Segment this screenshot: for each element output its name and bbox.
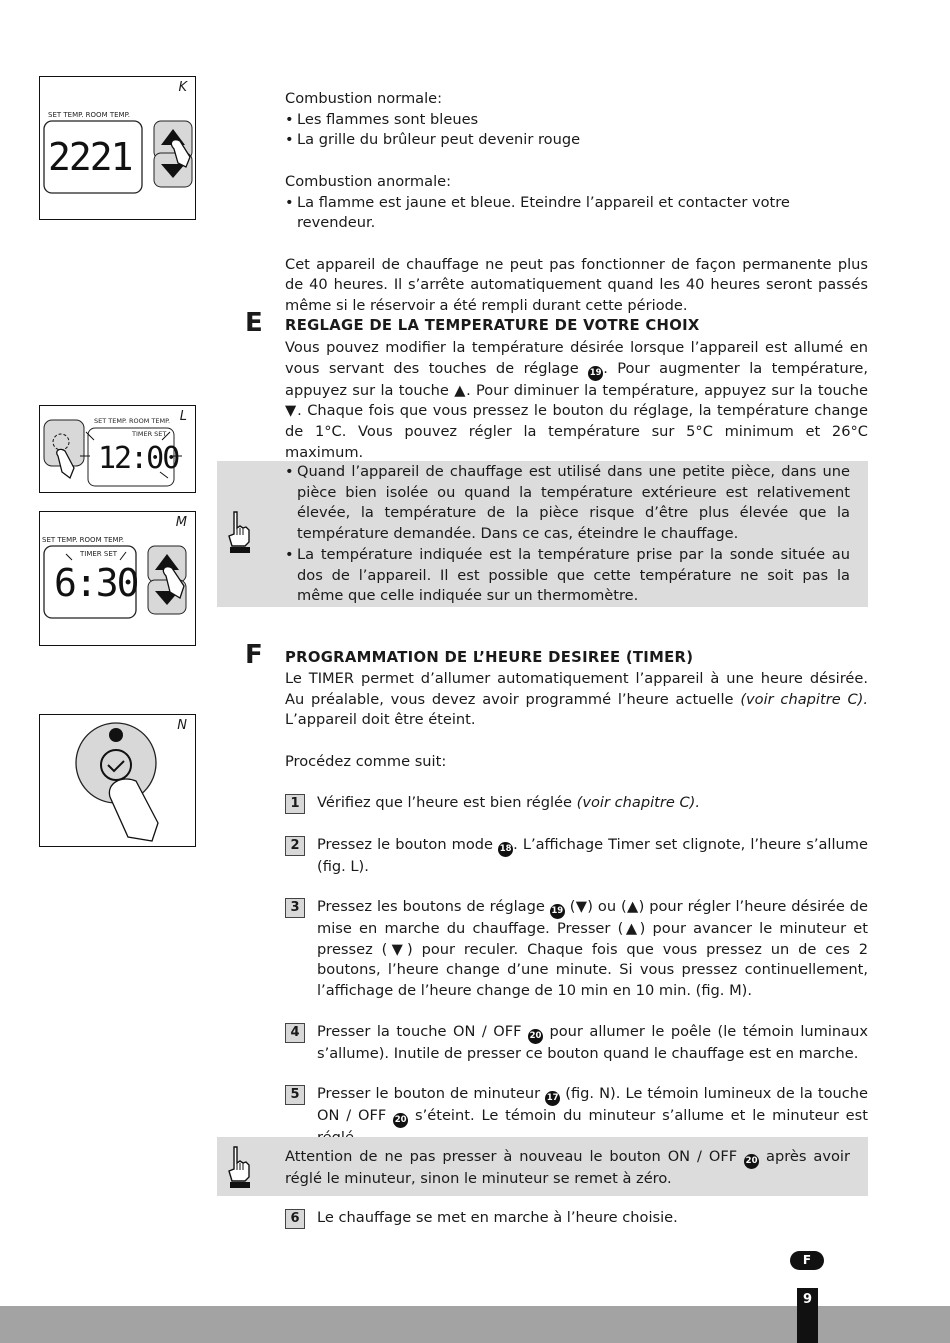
indicator-light-icon <box>109 728 123 742</box>
lcd-display: 12:00 <box>98 441 179 476</box>
section-letter: F <box>245 640 263 670</box>
display-label: SET TEMP. ROOM TEMP. <box>42 536 124 544</box>
lcd-display: 2221 <box>48 135 132 179</box>
step-text: Presser la touche ON / OFF 20 pour allumer le poêle (le témoin luminaux s’allume). Inutile de presser ce bouton quand le chauffage est en marche. <box>317 1023 868 1062</box>
page-number-box <box>797 1288 818 1343</box>
step-text: Presser le bouton de minuteur 17 (fig. N). Le témoin lumineux de la touche ON / OFF 20 s’éteint. Le témoin du minuteur s’allume et le minuteur est <box>317 1084 868 1149</box>
language-badge <box>790 1251 824 1270</box>
control-number-badge: 20 <box>744 1154 759 1169</box>
pointing-hand-icon <box>226 510 252 554</box>
abnormal-title: Combustion anormale: <box>285 172 452 190</box>
figure-letter: K <box>178 80 187 95</box>
figure-letter: L <box>179 409 187 424</box>
section-title: REGLAGE DE LA TEMPERATURE DE VOTRE CHOIX <box>285 317 700 334</box>
section-letter: E <box>245 308 263 338</box>
step-text: Pressez le bouton mode 18 . L’affichage Timer set clignote, l’heure s’allume (fig. L). <box>317 836 868 875</box>
language-code: F <box>802 1253 812 1267</box>
procedure-intro: Procédez comme suit: <box>285 753 447 770</box>
step-number: 1 <box>285 794 305 814</box>
control-panel-illustration <box>40 77 195 219</box>
step-number: 6 <box>285 1209 305 1229</box>
step-text: Vérifiez que l’heure est bien réglée (voir chapitre C). <box>317 794 701 811</box>
control-number-badge: 19 <box>550 904 565 919</box>
normal-bullet: • Les flammes sont bleues <box>285 110 868 131</box>
note-text <box>285 462 850 607</box>
control-number-badge: 20 <box>393 1113 408 1128</box>
step-number: 4 <box>285 1023 305 1043</box>
control-number-badge: 19 <box>588 366 603 381</box>
section-title: PROGRAMMATION DE L’HEURE DESIREE (TIMER) <box>285 649 694 666</box>
step-number: 5 <box>285 1085 305 1105</box>
normal-title: Combustion normale: <box>285 90 443 107</box>
lcd-display: 6:30 <box>54 561 138 605</box>
figure-letter: N <box>177 718 187 733</box>
note-text: Attention de ne pas presser à nouveau le bouton ON / OFF 20 après avoir réglé le minuteur, sinon le minuteur se remet à zéro. <box>285 1148 850 1187</box>
step-number: 3 <box>285 898 305 918</box>
control-panel-illustration <box>40 512 195 645</box>
display-label: SET TEMP. ROOM TEMP. <box>94 417 171 425</box>
page-number: 9 <box>802 1292 813 1307</box>
figure-letter: M <box>175 515 187 530</box>
timer-button-illustration <box>40 715 195 846</box>
finger-icon <box>109 779 158 841</box>
timer-set-label: TIMER SET <box>80 550 118 558</box>
step-text: Pressez les boutons de réglage 19 (▼) ou (▲) pour régler l’heure désirée de mise en marche du chauffage. Presser (▲) pour avancer le minuteur et pressez (▼) pour reculer. Chaque fois que vous pressez un de ces 2 boutons, l’heure change d’une minute. Si vous pressez continuellement, l’affichage de l’heure change de 10 min en 10 min. (fig. M). <box>317 898 869 1000</box>
control-number-badge: 18 <box>498 842 513 857</box>
step-text: Le chauffage se met en marche à l’heure choisie. <box>317 1209 678 1226</box>
normal-bullet: • La grille du brûleur peut devenir rouge <box>285 130 868 151</box>
section-paragraph: Vous pouvez modifier la température désirée lorsque l’appareil est allumé en vous servant des touches de réglage 19 . Pour augmenter la température, appuyez sur la touche ▲. Pour diminuer la température, appuyez sur la touche ▼. Chaque fois que vous pressez le bouton du réglage, la température change de 1°C. Vous pouvez régler la température sur 5°C minimum et 26°C maximum. <box>285 339 869 461</box>
pointing-hand-icon <box>226 1145 252 1189</box>
figure-m <box>39 511 196 646</box>
figure-n <box>39 714 196 847</box>
control-number-badge: 17 <box>545 1091 560 1106</box>
control-number-badge: 20 <box>528 1029 543 1044</box>
mode-button-illustration <box>40 406 195 492</box>
display-label: SET TEMP. ROOM TEMP. <box>48 111 130 119</box>
section-paragraph: Le TIMER permet d’allumer automatiquement l’appareil à une heure désirée. Au préalable, vous devez avoir programmé l’heure actuelle (voir chapitre C). L’appareil doit être éteint. <box>285 670 868 729</box>
note-bullet: • Quand l’appareil de chauffage est utilisé dans une petite pièce, dans une pièce bien isolée ou quand la température extérieure est relativement élevée, la température de la pièce risque d’être plus élevée que la température demandée. Dans ce cas, éteindre le chauffage. <box>285 462 850 545</box>
figure-l <box>39 405 196 493</box>
step-number: 2 <box>285 836 305 856</box>
abnormal-bullet: • La flamme est jaune et bleue. Eteindre l’appareil et contacter votre revendeur. <box>285 193 868 234</box>
note-bullet: • La température indiquée est la température prise par la sonde située au dos de l’appareil. Il est possible que cette température ne soit pas la même que celle indiquée sur un thermomètre. <box>285 545 850 607</box>
auto-stop-paragraph: Cet appareil de chauffage ne peut pas fonctionner de façon permanente plus de 40 heures. Il s’arrête automatiquement quand les 40 heures seront passés même si le réservoir a été rempli durant cette période. <box>285 255 868 314</box>
timer-set-label: TIMER SET <box>132 430 167 438</box>
figure-k <box>39 76 196 220</box>
combustion-info <box>285 89 868 317</box>
